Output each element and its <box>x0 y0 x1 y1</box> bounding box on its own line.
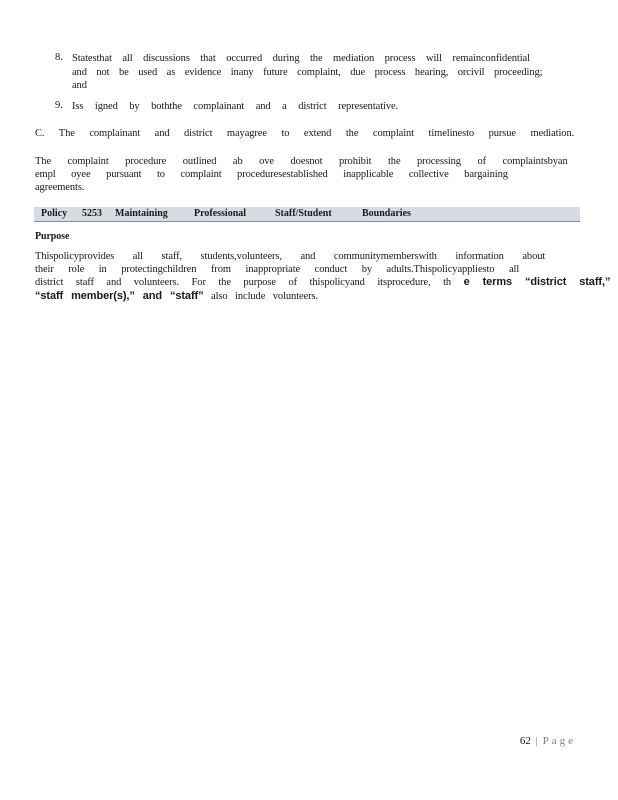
purpose-line2: their role in protectingchildren from inappropriate conduct by adults.Thispolicyappliesto all <box>35 264 520 275</box>
procedure-line1: The complaint procedure outlined ab ove doesnot prohibit the processing of complaintsbyan <box>35 156 568 167</box>
policy-number: 5253 <box>82 208 102 219</box>
policy-title-word-4: Boundaries <box>362 208 411 219</box>
purpose-line1: Thispolicyprovides all staff, students,volunteers, and communitymemberswith information about <box>35 251 546 262</box>
purpose-line3-bold: e terms “district staff,” <box>463 276 611 288</box>
list-item-8-line2: and not be used as evidence inany future complaint, due process hearing, orcivil proceeding; <box>72 67 543 78</box>
policy-title-word-3: Staff/Student <box>275 208 332 219</box>
page-label: Page <box>542 735 576 747</box>
policy-header-bar <box>34 207 580 222</box>
list-item-9-text: Iss igned by boththe complainant and a district representative. <box>72 101 399 112</box>
paragraph-c: C. The complainant and district mayagree to extend the complaint timelinesto pursue mediation. <box>35 128 575 139</box>
purpose-line4-plain: also include volunteers. <box>203 291 319 302</box>
list-item-8-line3: and <box>72 80 87 91</box>
purpose-line3 <box>35 276 610 289</box>
policy-title-word-2: Professional <box>194 208 247 219</box>
list-number-8: 8. <box>55 52 63 63</box>
purpose-line3-plain: district staff and volunteers. For the purpose of thispolicyand itsprocedure, th <box>35 277 464 288</box>
list-number-9: 9. <box>55 100 63 111</box>
footer-separator: | <box>532 735 541 747</box>
page-footer <box>520 735 576 747</box>
procedure-line3: agreements. <box>35 182 85 193</box>
procedure-line2: empl oyee pursuant to complaint proceduresestablished inapplicable collective bargaining <box>35 169 508 180</box>
purpose-line4-bold: “staff member(s),” and “staff” <box>35 290 204 302</box>
list-item-8-line1: Statesthat all discussions that occurred during the mediation process will remainconfidential <box>72 53 530 64</box>
purpose-line4 <box>35 290 318 303</box>
policy-label: Policy <box>41 208 68 219</box>
policy-title-word-1: Maintaining <box>115 208 168 219</box>
purpose-heading: Purpose <box>35 231 70 242</box>
page-number: 62 <box>519 735 531 747</box>
